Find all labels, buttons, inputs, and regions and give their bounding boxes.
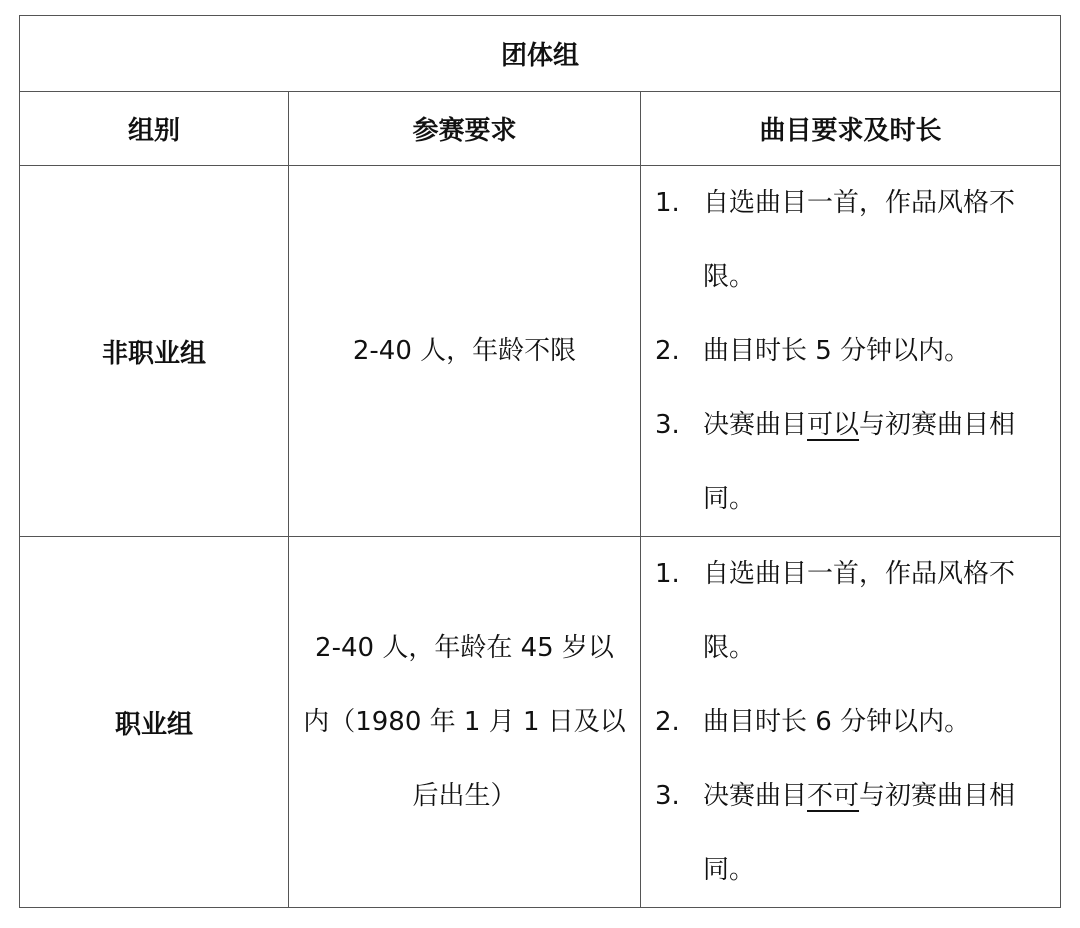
item-text [703,759,1060,907]
list-item [655,314,1060,388]
requirement-cell [289,166,641,537]
item-text-post: 与初赛曲目相同。 [703,410,1016,514]
repertoire-list [641,537,1060,907]
table-row [20,537,1061,908]
header-repertoire: 曲目要求及时长 [641,92,1061,166]
item-text-pre: 决赛曲目 [703,781,808,811]
item-text: 曲目时长 5 分钟以内。 [703,336,971,366]
item-number: 1. [655,559,680,589]
table-row [20,166,1061,537]
group-name: 职业组 [20,537,289,908]
item-number: 2. [655,707,680,737]
list-item [655,759,1060,907]
list-item [655,685,1060,759]
item-number: 3. [655,781,680,811]
repertoire-list [641,166,1060,536]
item-text: 自选曲目一首，作品风格不限。 [703,188,1016,292]
repertoire-cell [641,166,1061,537]
table-title: 团体组 [20,16,1061,92]
list-item [655,166,1060,314]
item-text-post: 与初赛曲目相同。 [703,781,1016,885]
repertoire-cell [641,537,1061,908]
header-requirement: 参赛要求 [289,92,641,166]
group-name: 非职业组 [20,166,289,537]
requirement-text: 2-40 人，年龄不限 [352,336,577,366]
item-text-underlined: 不可 [807,781,860,811]
item-number: 3. [655,410,680,440]
list-item [655,388,1060,536]
requirement-cell [289,537,641,908]
item-text [703,388,1060,536]
requirement-text: 2-40 人，年龄在 45 岁以内（1980 年 1 月 1 日及以后出生） [303,633,626,811]
item-text: 曲目时长 6 分钟以内。 [703,707,971,737]
item-text-pre: 决赛曲目 [703,410,808,440]
item-number: 1. [655,188,680,218]
list-item [655,537,1060,685]
item-number: 2. [655,336,680,366]
item-text-underlined: 可以 [807,410,860,440]
item-text: 自选曲目一首，作品风格不限。 [703,559,1016,663]
header-group: 组别 [20,92,289,166]
competition-table [19,15,1061,908]
